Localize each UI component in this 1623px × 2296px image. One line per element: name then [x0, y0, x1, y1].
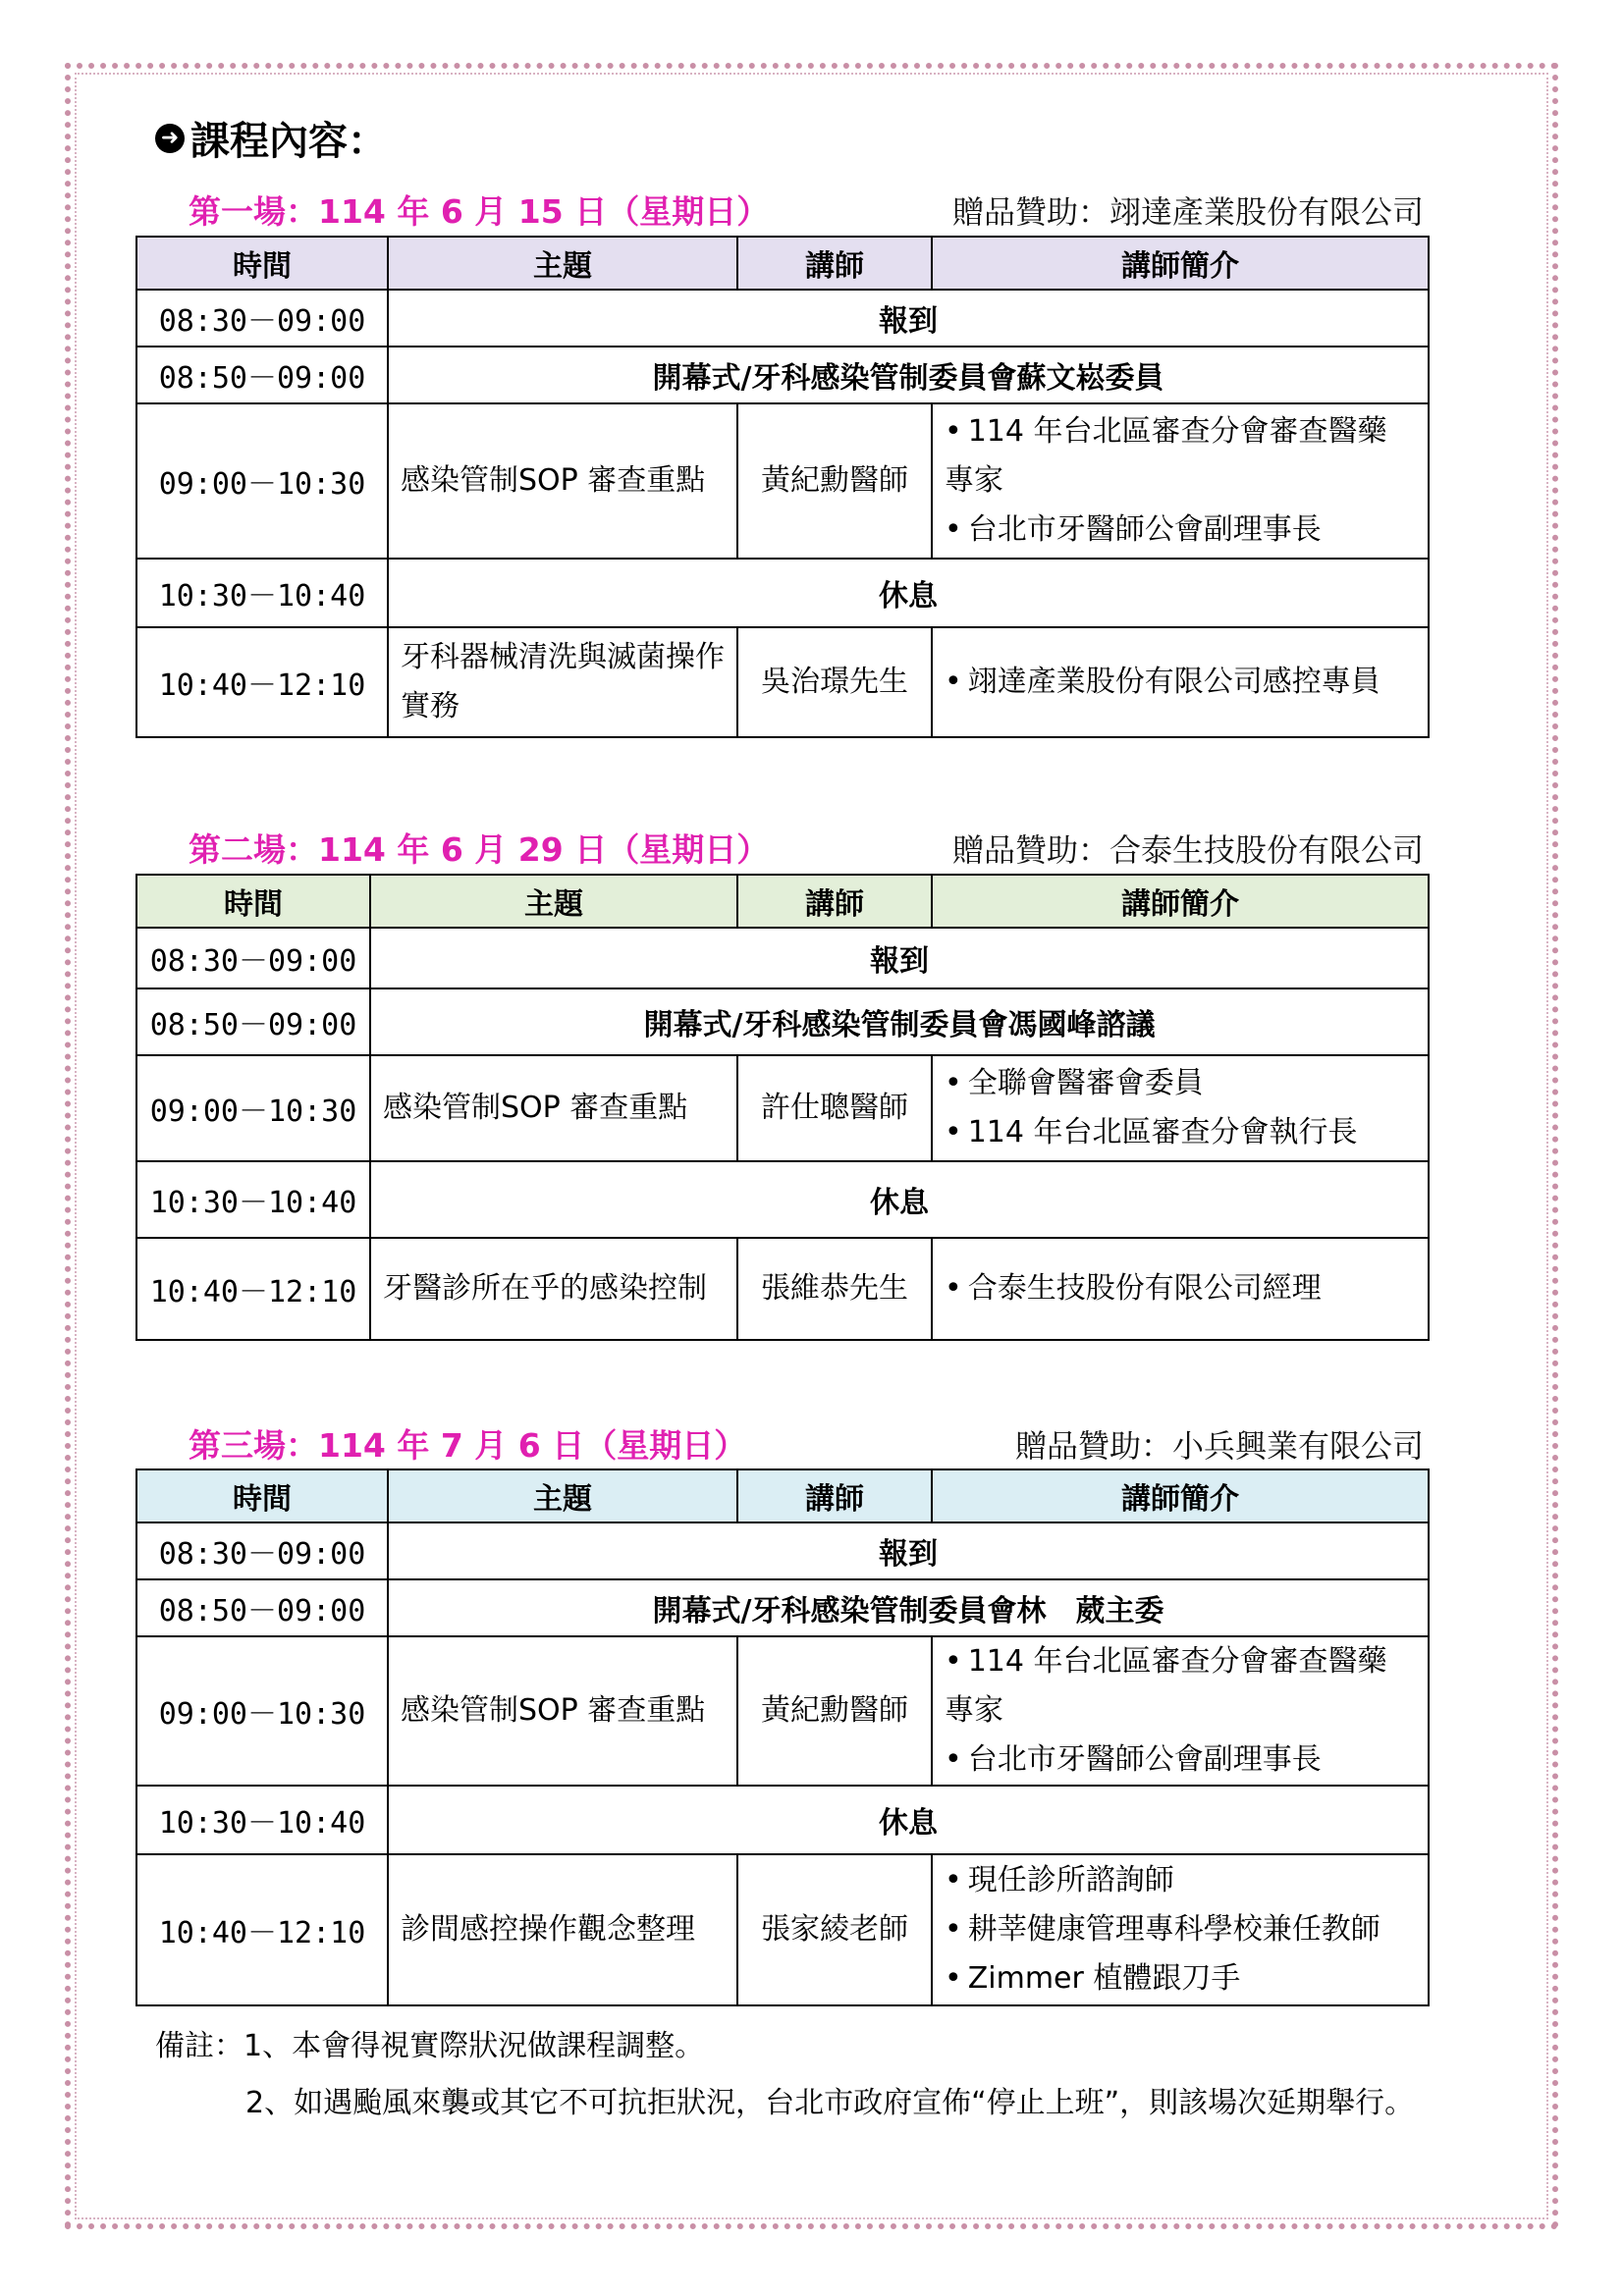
time-cell: 08:50－09:00 [136, 988, 370, 1055]
table-row [136, 1579, 1429, 1636]
opening-cell: 開幕式/牙科感染管制委員會馮國峰諮議 [370, 988, 1429, 1055]
time-cell: 08:50－09:00 [136, 1579, 388, 1636]
registration-cell: 報到 [370, 928, 1429, 988]
session-1-table [135, 236, 1430, 738]
note-line: 備註：1、本會得視實際狀況做課程調整。 [155, 2029, 705, 2063]
table-row [136, 928, 1429, 988]
topic-cell: 牙科器械清洗與滅菌操作實務 [388, 627, 737, 737]
table-header-row [136, 875, 1429, 928]
topic-cell: 感染管制SOP 審查重點 [388, 1636, 737, 1786]
column-header-lecturer: 講師 [737, 1469, 932, 1522]
session-title: 第三場：114 年 7 月 6 日（星期日） [189, 1426, 747, 1465]
time-cell: 10:40－12:10 [136, 1854, 388, 2005]
session-2-table [135, 874, 1430, 1341]
time-cell: 09:00－10:30 [136, 403, 388, 559]
topic-cell: 感染管制SOP 審查重點 [370, 1055, 737, 1161]
column-header-topic: 主題 [388, 237, 737, 290]
bio-item: • 翊達產業股份有限公司感控專員 [945, 658, 1416, 707]
table-row [136, 1161, 1429, 1238]
table-row [136, 403, 1429, 559]
column-header-time: 時間 [136, 237, 388, 290]
sponsor-text: 贈品贊助：翊達產業股份有限公司 [951, 193, 1424, 231]
time-cell: 10:30－10:40 [136, 559, 388, 627]
session-3-header [189, 1420, 1424, 1467]
column-header-bio: 講師簡介 [932, 1469, 1429, 1522]
time-cell: 08:50－09:00 [136, 347, 388, 403]
time-cell: 08:30－09:00 [136, 290, 388, 347]
column-header-topic: 主題 [370, 875, 737, 928]
table-row [136, 1786, 1429, 1854]
registration-cell: 報到 [388, 290, 1429, 347]
table-row [136, 1636, 1429, 1786]
time-cell: 10:30－10:40 [136, 1161, 370, 1238]
lecturer-cell: 張維恭先生 [737, 1238, 932, 1340]
bio-item: • 現任診所諮詢師 [945, 1856, 1416, 1905]
bio-item: • Zimmer 植體跟刀手 [945, 1954, 1416, 2003]
break-cell: 休息 [388, 559, 1429, 627]
table-row [136, 1854, 1429, 2005]
notes [155, 2018, 1414, 2132]
break-cell: 休息 [388, 1786, 1429, 1854]
bio-item: • 114 年台北區審查分會執行長 [945, 1108, 1416, 1157]
session-2-header [189, 825, 1424, 871]
table-row [136, 347, 1429, 403]
column-header-time: 時間 [136, 875, 370, 928]
page-title [155, 110, 387, 166]
table-row [136, 1522, 1429, 1579]
column-header-time: 時間 [136, 1469, 388, 1522]
bio-item: • 合泰生技股份有限公司經理 [945, 1264, 1416, 1313]
bio-item: • 全聯會醫審會委員 [945, 1059, 1416, 1108]
table-row [136, 1055, 1429, 1161]
lecturer-cell: 吳治璟先生 [737, 627, 932, 737]
bio-cell [932, 403, 1429, 559]
column-header-lecturer: 講師 [737, 237, 932, 290]
table-row [136, 627, 1429, 737]
column-header-lecturer: 講師 [737, 875, 932, 928]
time-cell: 10:30－10:40 [136, 1786, 388, 1854]
bio-cell [932, 1854, 1429, 2005]
registration-cell: 報到 [388, 1522, 1429, 1579]
break-cell: 休息 [370, 1161, 1429, 1238]
time-cell: 09:00－10:30 [136, 1055, 370, 1161]
bio-cell [932, 627, 1429, 737]
time-cell: 10:40－12:10 [136, 1238, 370, 1340]
bio-item: • 台北市牙醫師公會副理事長 [945, 1735, 1416, 1785]
arrow-right-icon: ➜ [155, 124, 185, 153]
topic-cell: 感染管制SOP 審查重點 [388, 403, 737, 559]
table-row [136, 290, 1429, 347]
bio-item: • 114 年台北區審查分會審查醫藥專家 [945, 407, 1416, 506]
table-row [136, 1238, 1429, 1340]
table-header-row [136, 237, 1429, 290]
time-cell: 10:40－12:10 [136, 627, 388, 737]
time-cell: 08:30－09:00 [136, 928, 370, 988]
column-header-bio: 講師簡介 [932, 237, 1429, 290]
time-cell: 09:00－10:30 [136, 1636, 388, 1786]
column-header-bio: 講師簡介 [932, 875, 1429, 928]
lecturer-cell: 黃紀勳醫師 [737, 1636, 932, 1786]
sponsor-text: 贈品贊助：小兵興業有限公司 [1014, 1427, 1424, 1465]
bio-item: • 114 年台北區審查分會審查醫藥專家 [945, 1637, 1416, 1735]
column-header-topic: 主題 [388, 1469, 737, 1522]
session-title: 第二場：114 年 6 月 29 日（星期日） [189, 830, 770, 869]
bio-item: • 耕莘健康管理專科學校兼任教師 [945, 1905, 1416, 1954]
note-line: 2、如遇颱風來襲或其它不可抗拒狀況，台北市政府宣佈“停止上班”，則該場次延期舉行。 [245, 2086, 1415, 2120]
table-header-row [136, 1469, 1429, 1522]
session-3-table [135, 1468, 1430, 2006]
session-title: 第一場：114 年 6 月 15 日（星期日） [189, 192, 770, 231]
lecturer-cell: 張家綾老師 [737, 1854, 932, 2005]
lecturer-cell: 許仕聰醫師 [737, 1055, 932, 1161]
opening-cell: 開幕式/牙科感染管制委員會林 葳主委 [388, 1579, 1429, 1636]
table-row [136, 988, 1429, 1055]
bio-cell [932, 1238, 1429, 1340]
bio-item: • 台北市牙醫師公會副理事長 [945, 506, 1416, 555]
opening-cell: 開幕式/牙科感染管制委員會蘇文崧委員 [388, 347, 1429, 403]
topic-cell: 牙醫診所在乎的感染控制 [370, 1238, 737, 1340]
page-title-text: 課程內容： [190, 119, 387, 164]
session-1-header [189, 187, 1424, 233]
lecturer-cell: 黃紀勳醫師 [737, 403, 932, 559]
topic-cell: 診間感控操作觀念整理 [388, 1854, 737, 2005]
table-row [136, 559, 1429, 627]
sponsor-text: 贈品贊助：合泰生技股份有限公司 [951, 831, 1424, 869]
bio-cell [932, 1055, 1429, 1161]
time-cell: 08:30－09:00 [136, 1522, 388, 1579]
bio-cell [932, 1636, 1429, 1786]
